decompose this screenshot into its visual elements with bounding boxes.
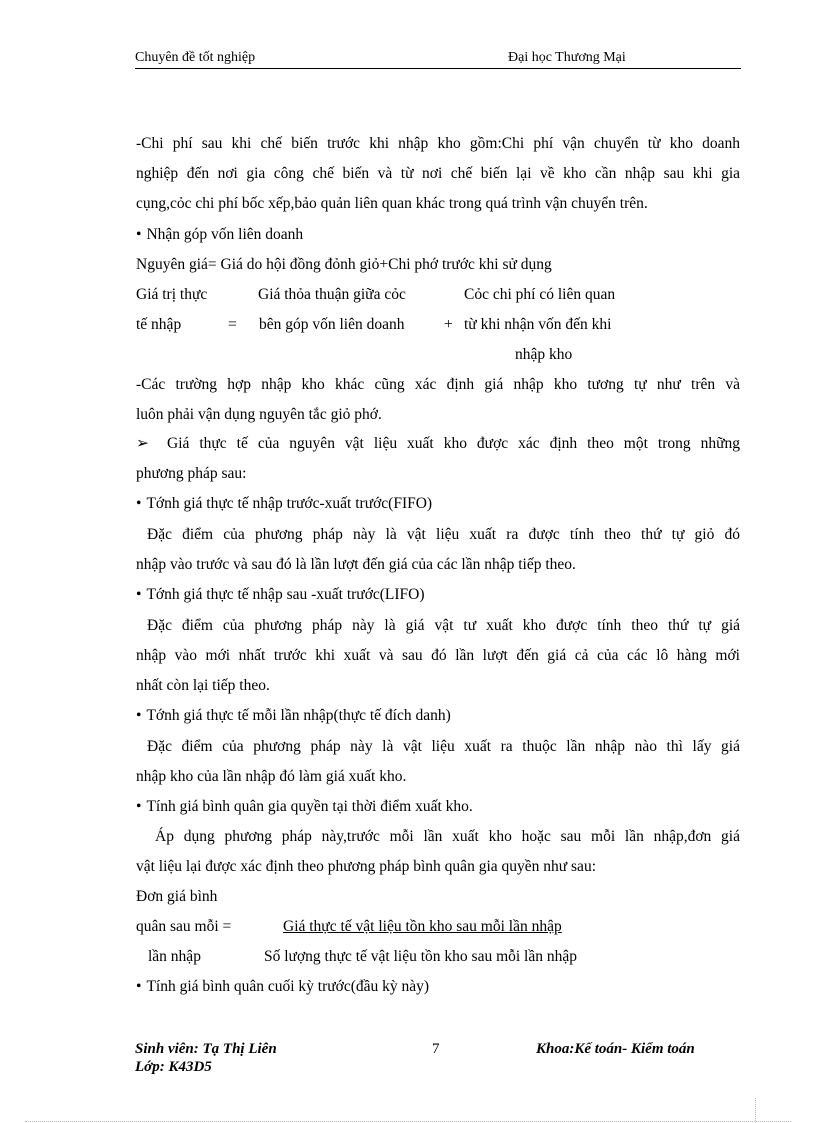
paragraph-line: Đặc điểm của phương pháp này là giá vật tư xuất kho được tính theo thứ tự giá: [147, 617, 740, 634]
paragraph-line: Áp dụng phương pháp này,trước mỗi lần xuất kho hoặc sau mỗi lần nhập,đơn giá: [155, 828, 740, 845]
paragraph-line: phương pháp sau:: [136, 465, 247, 482]
bullet-text: Tính giá bình quân gia quyền tại thời điểm xuất kho.: [146, 798, 473, 815]
formula-label: quân sau mỗi =: [136, 918, 232, 935]
footer-class: Lớp: K43D5: [135, 1059, 212, 1075]
page-corner-mark: [755, 1098, 756, 1123]
bullet-item: [136, 586, 425, 604]
bullet-item: [136, 226, 303, 244]
formula-line: Nguyên giá= Giá do hội đồng đỏnh giỏ+Chi phớ trước khi sử dụng: [136, 256, 552, 273]
formula-cell: Giá trị thực: [136, 286, 208, 303]
formula-cell: từ khi nhận vốn đến khi: [464, 316, 612, 333]
paragraph-line: nhập kho của lần nhập đó làm giá xuất kho.: [136, 768, 407, 785]
footer-faculty: Khoa:Kế toán- Kiểm toán: [536, 1041, 695, 1057]
bullet-item: [136, 978, 429, 996]
paragraph-line: vật liệu lại được xác định theo phương pháp bình quân gia quyền như sau:: [136, 858, 596, 875]
paragraph-line: nhập vào trước và sau đó là lần lượt đến giá của các lần nhập tiếp theo.: [136, 556, 576, 573]
bullet-icon: •: [136, 798, 142, 815]
page-number: 7: [432, 1041, 440, 1057]
formula-numerator: Giá thực tế vật liệu tồn kho sau mỗi lần nhập: [283, 918, 562, 935]
bullet-item: [136, 798, 473, 816]
header-rule: [135, 68, 741, 69]
bullet-icon: •: [136, 586, 142, 603]
paragraph-line: -Các trường hợp nhập kho khác cũng xác định giá nhập kho tương tự như trên và: [136, 376, 740, 393]
bullet-icon: •: [136, 226, 142, 243]
plus-sign: +: [444, 316, 453, 333]
header-right: Đại học Thương Mại: [508, 50, 626, 65]
formula-denominator: Số lượng thực tế vật liệu tồn kho sau mỗi lần nhập: [264, 948, 577, 965]
formula-label: Đơn giá bình: [136, 888, 218, 905]
paragraph-line: nghiệp đến nơi gia công chế biến và từ nơi chế biến lại về kho cần nhập sau khi gia: [136, 165, 740, 182]
bullet-text: Tớnh giá thực tế nhập trước-xuất trước(FIFO): [146, 495, 433, 512]
bullet-text: Tớnh giá thực tế mỗi lần nhập(thực tế đích danh): [146, 707, 451, 724]
bullet-icon: •: [136, 495, 142, 512]
bullet-item: [136, 707, 451, 725]
bullet-icon: •: [136, 707, 142, 724]
page-bottom-border: [25, 1121, 791, 1122]
paragraph-line: Đặc điểm của phương pháp này là vật liệu xuất ra được tính theo thứ tự giỏ đó: [147, 526, 740, 543]
bullet-text: Nhận góp vốn liên doanh: [146, 226, 304, 243]
formula-cell: Giá thỏa thuận giữa cỏc: [258, 286, 406, 303]
footer-student: Sinh viên: Tạ Thị Liên: [135, 1041, 277, 1057]
arrow-bullet-icon: ➢: [136, 435, 149, 452]
formula-cell: bên góp vốn liên doanh: [259, 316, 405, 333]
header-left: Chuyên đề tốt nghiệp: [135, 50, 256, 65]
bullet-icon: •: [136, 978, 142, 995]
bullet-text: Tớnh giá thực tế nhập sau -xuất trước(LIFO): [146, 586, 425, 603]
paragraph-line: -Chi phí sau khi chế biến trước khi nhập kho gồm:Chi phí vận chuyển từ kho doanh: [136, 135, 740, 152]
formula-label: lần nhập: [148, 948, 201, 965]
paragraph-line: luôn phải vận dụng nguyên tắc giỏ phớ.: [136, 406, 382, 423]
arrow-item-text: Giá thực tế của nguyên vật liệu xuất kho được xác định theo một trong những: [167, 435, 740, 452]
formula-cell: tế nhập: [136, 316, 182, 333]
paragraph-line: Đặc điểm của phương pháp này là vật liệu xuất ra thuộc lần nhập nào thì lấy giá: [147, 738, 740, 755]
formula-cell: nhập kho: [515, 346, 573, 363]
equals-sign: =: [228, 316, 237, 333]
bullet-text: Tính giá bình quân cuối kỳ trước(đầu kỳ này): [146, 978, 430, 995]
bullet-item: [136, 495, 432, 513]
paragraph-line: nhất còn lại tiếp theo.: [136, 677, 270, 694]
arrow-item: [136, 435, 740, 453]
paragraph-line: nhập vào mới nhất trước khi xuất và sau đó lần lượt đến giá cả của các lô hàng mới: [136, 647, 740, 664]
formula-cell: Cỏc chi phí có liên quan: [464, 286, 616, 303]
paragraph-line: cụng,cỏc chi phí bốc xếp,bảo quản liên quan khác trong quá trình vận chuyển trên.: [136, 195, 648, 212]
